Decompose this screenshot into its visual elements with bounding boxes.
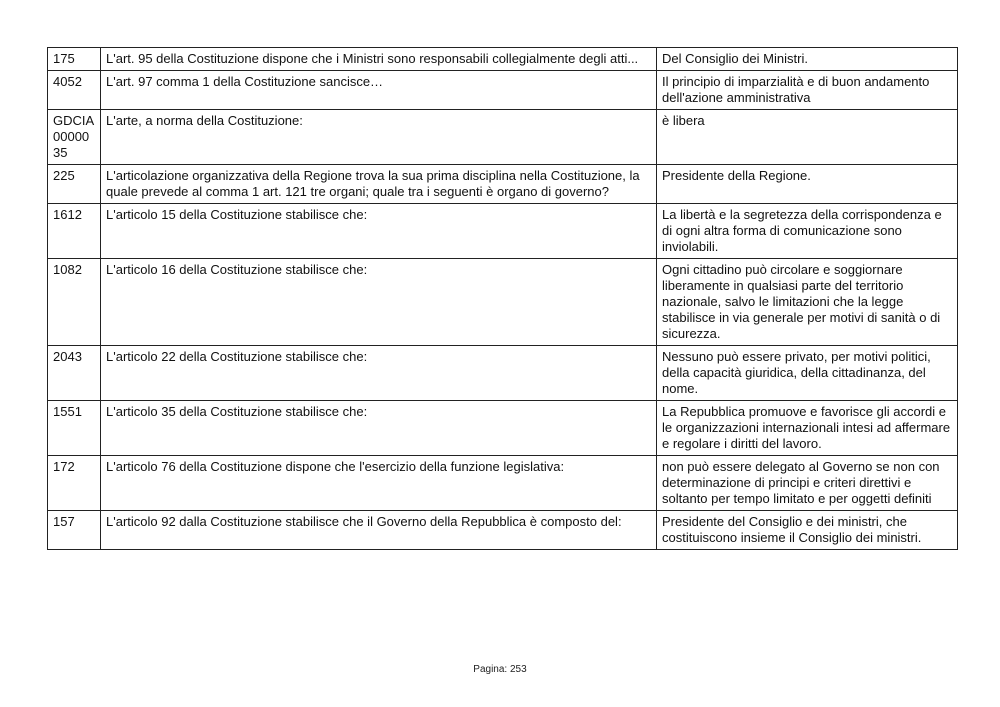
question-text: L'art. 95 della Costituzione dispone che i Ministri sono responsabili collegialmente degli atti... (101, 48, 657, 71)
question-text: L'arte, a norma della Costituzione: (101, 110, 657, 165)
table-row (48, 71, 958, 110)
answer-text: La libertà e la segretezza della corrispondenza e di ogni altra forma di comunicazione sono inviolabili. (657, 204, 958, 259)
answer-text: Nessuno può essere privato, per motivi politici, della capacità giuridica, della cittadinanza, del nome. (657, 346, 958, 401)
table-row (48, 346, 958, 401)
table-row (48, 259, 958, 346)
question-id: 2043 (48, 346, 101, 401)
table-row (48, 110, 958, 165)
question-text: L'articolo 16 della Costituzione stabilisce che: (101, 259, 657, 346)
answer-text: Del Consiglio dei Ministri. (657, 48, 958, 71)
question-text: L'articolo 76 della Costituzione dispone che l'esercizio della funzione legislativa: (101, 456, 657, 511)
page-content (47, 47, 957, 550)
table-row (48, 204, 958, 259)
answer-text: è libera (657, 110, 958, 165)
question-text: L'articolazione organizzativa della Regione trova la sua prima disciplina nella Costituzione, la quale prevede al comma 1 art. 121 tre organi; quale tra i seguenti è organo di governo? (101, 165, 657, 204)
question-id: 175 (48, 48, 101, 71)
question-id: 172 (48, 456, 101, 511)
table-row (48, 511, 958, 550)
question-text: L'articolo 15 della Costituzione stabilisce che: (101, 204, 657, 259)
question-text: L'articolo 92 dalla Costituzione stabilisce che il Governo della Repubblica è composto del: (101, 511, 657, 550)
question-id: 1082 (48, 259, 101, 346)
table-row (48, 48, 958, 71)
question-id: 1551 (48, 401, 101, 456)
question-id: 4052 (48, 71, 101, 110)
answer-text: Presidente del Consiglio e dei ministri, che costituiscono insieme il Consiglio dei ministri. (657, 511, 958, 550)
answer-text: Il principio di imparzialità e di buon andamento dell'azione amministrativa (657, 71, 958, 110)
table-row (48, 401, 958, 456)
question-table (47, 47, 958, 550)
question-text: L'articolo 22 della Costituzione stabilisce che: (101, 346, 657, 401)
question-text: L'art. 97 comma 1 della Costituzione sancisce… (101, 71, 657, 110)
page-number: Pagina: 253 (473, 664, 527, 675)
answer-text: Presidente della Regione. (657, 165, 958, 204)
question-text: L'articolo 35 della Costituzione stabilisce che: (101, 401, 657, 456)
question-id: GDCIA0000035 (48, 110, 101, 165)
table-row (48, 456, 958, 511)
table-row (48, 165, 958, 204)
answer-text: La Repubblica promuove e favorisce gli accordi e le organizzazioni internazionali intesi ad affermare e regolare i diritti del lavoro. (657, 401, 958, 456)
answer-text: Ogni cittadino può circolare e soggiornare liberamente in qualsiasi parte del territorio nazionale, salvo le limitazioni che la legge stabilisce in via generale per motivi di sanità o di sicurezza. (657, 259, 958, 346)
question-id: 157 (48, 511, 101, 550)
answer-text: non può essere delegato al Governo se non con determinazione di principi e criteri direttivi e soltanto per tempo limitato e per oggetti definiti (657, 456, 958, 511)
question-id: 225 (48, 165, 101, 204)
question-id: 1612 (48, 204, 101, 259)
